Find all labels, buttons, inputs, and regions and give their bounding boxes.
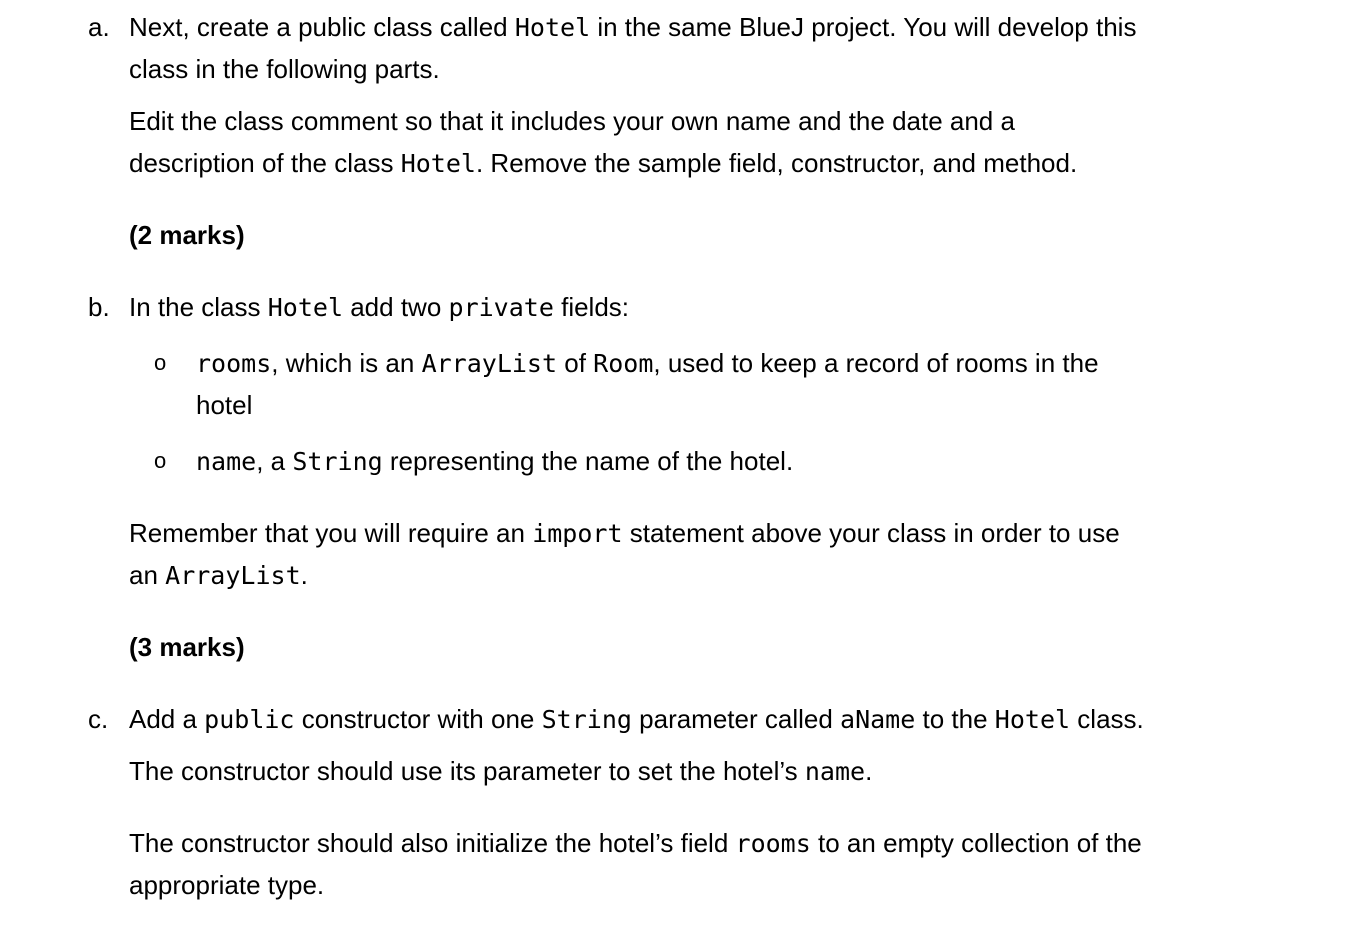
bullet-1-line-2: hotel — [196, 390, 253, 420]
text: statement above your class in order to use — [622, 518, 1120, 548]
item-b-marks: (3 marks) — [129, 632, 245, 662]
item-a-marks: (2 marks) — [129, 220, 245, 250]
text: constructor with one — [294, 704, 542, 734]
bullet-1-line-1 — [196, 342, 1099, 385]
item-a-line-2: class in the following parts. — [129, 54, 440, 84]
code-private: private — [448, 293, 554, 322]
item-c-para3-line-1 — [129, 822, 1142, 865]
code-name: name — [804, 757, 866, 786]
item-b-marker: b. — [88, 292, 110, 322]
item-b-line-1 — [129, 286, 629, 329]
text: Add a — [129, 704, 205, 734]
text: fields: — [553, 292, 630, 322]
item-c-para3-line-2: appropriate type. — [129, 870, 325, 900]
code-room: Room — [593, 349, 654, 378]
text: in the same BlueJ project. You will develop this — [590, 12, 1137, 42]
code-aname: aName — [840, 705, 916, 734]
code-hotel: Hotel — [514, 13, 591, 42]
item-b-para2-line-1 — [129, 512, 1120, 555]
text: add two — [343, 292, 449, 322]
code-arraylist: ArrayList — [165, 561, 301, 590]
code-hotel: Hotel — [994, 705, 1071, 734]
item-b-para2-line-2 — [129, 554, 308, 597]
bullet-icon: o — [154, 448, 167, 473]
code-hotel: Hotel — [267, 293, 343, 322]
text: . — [865, 756, 873, 786]
text: an — [129, 560, 166, 590]
text: , a — [256, 446, 293, 476]
item-a-line-1 — [129, 6, 1136, 49]
item-a-para2-line-2 — [129, 142, 1077, 185]
item-c-line-1 — [129, 698, 1144, 741]
code-public: public — [204, 705, 295, 734]
text: The constructor should also initialize the hotel’s field — [129, 828, 736, 858]
text: class. — [1070, 704, 1144, 734]
bullet-icon: o — [154, 350, 167, 375]
code-hotel: Hotel — [400, 149, 476, 178]
item-a-para2-line-1: Edit the class comment so that it includes your own name and the date and a — [129, 106, 1015, 136]
text: parameter called — [631, 704, 841, 734]
text: Next, create a public class called — [129, 12, 515, 42]
code-import: import — [532, 519, 623, 548]
bullet-2-line-1 — [196, 440, 793, 483]
code-string: String — [541, 705, 632, 734]
item-c-marker: c. — [88, 704, 109, 734]
code-name: name — [196, 447, 257, 476]
text: In the class — [129, 292, 268, 322]
text: . — [300, 560, 308, 590]
code-rooms: rooms — [196, 349, 272, 378]
text: Remember that you will require an — [129, 518, 533, 548]
text: . Remove the sample field, constructor, and method. — [475, 148, 1078, 178]
text: , which is an — [271, 348, 422, 378]
item-c-para2 — [129, 750, 872, 793]
item-a-marker: a. — [88, 12, 110, 42]
code-arraylist: ArrayList — [421, 349, 558, 378]
text: , used to keep a record of rooms in the — [653, 348, 1099, 378]
code-rooms: rooms — [735, 829, 811, 858]
text: to an empty collection of the — [810, 828, 1142, 858]
text: representing the name of the hotel. — [382, 446, 794, 476]
text: description of the class — [129, 148, 401, 178]
text: The constructor should use its parameter to set the hotel’s — [129, 756, 805, 786]
code-string: String — [292, 447, 383, 476]
text: to the — [915, 704, 995, 734]
text: of — [557, 348, 594, 378]
